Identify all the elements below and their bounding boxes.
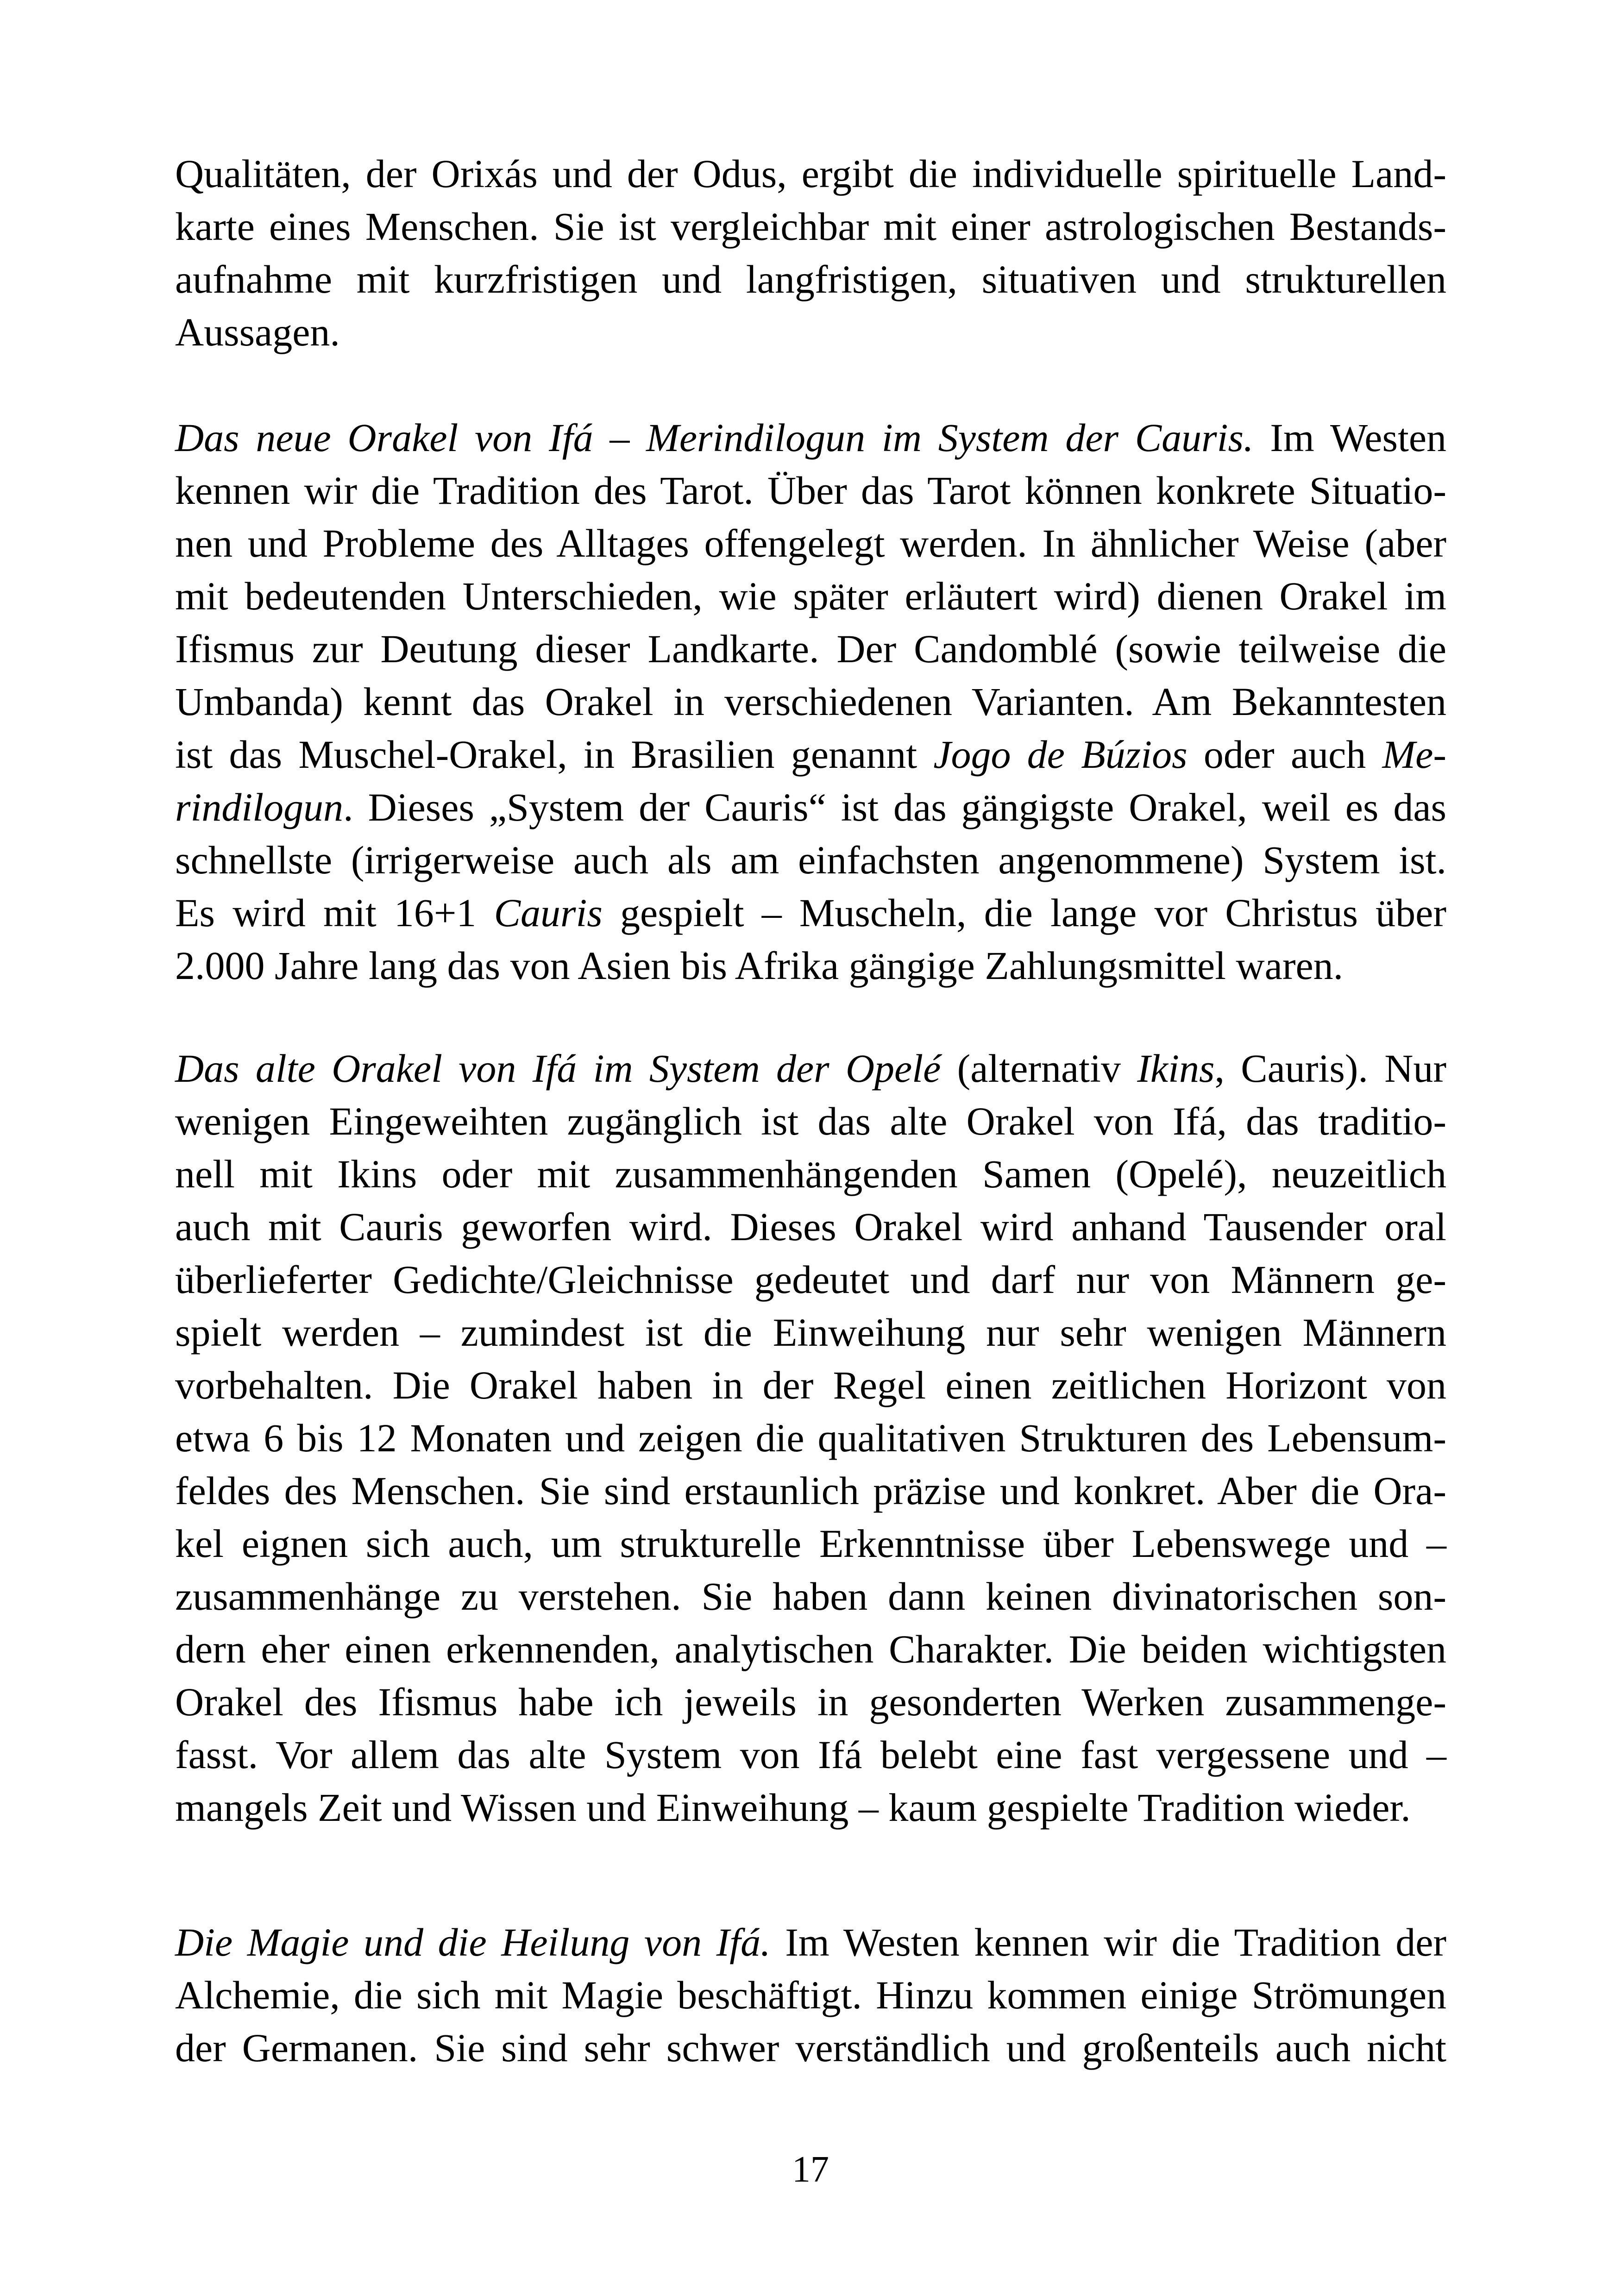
italic-segment: Ikins <box>1137 1046 1215 1091</box>
paragraph-spiritual-map <box>175 147 1446 358</box>
text-line <box>175 464 1446 517</box>
text-segment: mit bedeutenden Unterschieden, wie später erläutert wird) dienen Orakel im <box>175 574 1446 618</box>
text-line <box>175 886 1446 939</box>
text-segment: spielt werden – zumindest ist die Einweihung nur sehr wenigen Männern <box>175 1310 1446 1355</box>
text-line <box>175 1517 1446 1570</box>
text-line <box>175 1200 1446 1253</box>
text-line <box>175 570 1446 622</box>
text-line <box>175 1359 1446 1411</box>
italic-segment: rindilogun <box>175 785 344 829</box>
text-segment: Es wird mit 16+1 <box>175 891 494 935</box>
text-segment: gespielt – Muscheln, die lange vor Christus über <box>602 891 1446 935</box>
text-line <box>175 147 1446 200</box>
text-segment: 2.000 Jahre lang das von Asien bis Afrika gängige Zahlungsmittel waren. <box>175 943 1344 988</box>
italic-segment: Die Magie und die Heilung von Ifá. <box>175 1920 771 1964</box>
text-segment: der Germanen. Sie sind sehr schwer verständlich und großenteils auch nicht <box>175 2026 1446 2070</box>
text-segment: mangels Zeit und Wissen und Einweihung – kaum gespielte Tradition wieder. <box>175 1785 1411 1830</box>
text-line <box>175 2021 1446 2074</box>
paragraph-new-oracle <box>175 411 1446 992</box>
text-segment: (alternativ <box>941 1046 1137 1091</box>
text-line <box>175 1728 1446 1781</box>
text-segment: karte eines Menschen. Sie ist vergleichbar mit einer astrologischen Bestands- <box>175 204 1446 249</box>
italic-segment: Das alte Orakel von Ifá im System der Opelé <box>175 1046 941 1091</box>
text-line <box>175 1916 1446 1969</box>
text-segment: auch mit Cauris geworfen wird. Dieses Orakel wird anhand Tausender oral <box>175 1204 1446 1249</box>
text-segment: schnellste (irrigerweise auch als am einfachsten angenommene) System ist. <box>175 838 1446 882</box>
text-segment: Ifismus zur Deutung dieser Landkarte. Der Candomblé (sowie teilweise die <box>175 627 1446 671</box>
text-segment: vorbehalten. Die Orakel haben in der Regel einen zeitlichen Horizont von <box>175 1363 1446 1407</box>
text-segment: oder auch <box>1187 732 1382 777</box>
text-segment: nen und Probleme des Alltages offengelegt werden. In ähnlicher Weise (aber <box>175 521 1446 565</box>
italic-segment: Jogo de Búzios <box>933 732 1187 777</box>
text-line <box>175 411 1446 464</box>
italic-segment: Me- <box>1382 732 1446 777</box>
paragraph-magic-healing <box>175 1916 1446 2074</box>
text-segment: Umbanda) kennt das Orakel in verschiedenen Varianten. Am Bekanntesten <box>175 679 1446 724</box>
text-segment: feldes des Menschen. Sie sind erstaunlich präzise und konkret. Aber die Ora- <box>175 1468 1446 1513</box>
text-segment: aufnahme mit kurzfristigen und langfristigen, situativen und strukturellen <box>175 257 1446 301</box>
text-line <box>175 1042 1446 1095</box>
text-segment: wenigen Eingeweihten zugänglich ist das alte Orakel von Ifá, das traditio- <box>175 1099 1446 1143</box>
text-segment: ist das Muschel-Orakel, in Brasilien genannt <box>175 732 934 777</box>
text-line <box>175 622 1446 675</box>
paragraph-old-oracle <box>175 1042 1446 1834</box>
text-line <box>175 728 1446 781</box>
text-line <box>175 306 1446 358</box>
text-segment: kennen wir die Tradition des Tarot. Über das Tarot können konkrete Situatio- <box>175 468 1446 513</box>
text-line <box>175 675 1446 728</box>
text-segment: fasst. Vor allem das alte System von Ifá belebt eine fast vergessene und – <box>175 1732 1446 1777</box>
text-segment: Orakel des Ifismus habe ich jeweils in gesonderten Werken zusammenge- <box>175 1680 1446 1724</box>
text-line <box>175 1411 1446 1464</box>
page-number: 17 <box>792 2149 829 2190</box>
text-segment: Im Westen <box>1253 415 1447 460</box>
text-line <box>175 781 1446 834</box>
text-line <box>175 1570 1446 1623</box>
text-segment: zusammenhänge zu verstehen. Sie haben dann keinen divinatorischen son- <box>175 1574 1446 1618</box>
text-segment: dern eher einen erkennenden, analytischen Charakter. Die beiden wichtigsten <box>175 1627 1446 1671</box>
text-line <box>175 1675 1446 1728</box>
text-line <box>175 253 1446 306</box>
text-line <box>175 1623 1446 1675</box>
text-line <box>175 1306 1446 1359</box>
text-segment: Aussagen. <box>175 310 340 354</box>
text-line <box>175 200 1446 253</box>
text-segment: kel eignen sich auch, um strukturelle Erkenntnisse über Lebenswege und – <box>175 1521 1446 1566</box>
text-segment: etwa 6 bis 12 Monaten und zeigen die qualitativen Strukturen des Lebensum- <box>175 1416 1446 1460</box>
text-segment: Alchemie, die sich mit Magie beschäftigt. Hinzu kommen einige Strömungen <box>175 1973 1446 2017</box>
text-line <box>175 1253 1446 1306</box>
text-line <box>175 517 1446 570</box>
text-segment: . Dieses „System der Cauris“ ist das gängigste Orakel, weil es das <box>343 785 1446 829</box>
text-line <box>175 1781 1446 1834</box>
text-segment: Qualitäten, der Orixás und der Odus, ergibt die individuelle spirituelle Land- <box>175 151 1446 196</box>
text-line <box>175 939 1446 992</box>
text-segment: nell mit Ikins oder mit zusammenhängenden Samen (Opelé), neuzeitlich <box>175 1152 1446 1196</box>
text-line <box>175 1095 1446 1148</box>
text-line <box>175 1969 1446 2021</box>
italic-segment: Das neue Orakel von Ifá – Merindilogun im System der Cauris. <box>175 415 1254 460</box>
text-segment: Im Westen kennen wir die Tradition der <box>770 1920 1446 1964</box>
text-line <box>175 1148 1446 1200</box>
text-segment: überlieferter Gedichte/Gleichnisse gedeutet und darf nur von Männern ge- <box>175 1257 1446 1302</box>
text-segment: , Cauris). Nur <box>1214 1046 1446 1091</box>
text-line <box>175 834 1446 886</box>
italic-segment: Cauris <box>494 891 603 935</box>
text-line <box>175 1464 1446 1517</box>
